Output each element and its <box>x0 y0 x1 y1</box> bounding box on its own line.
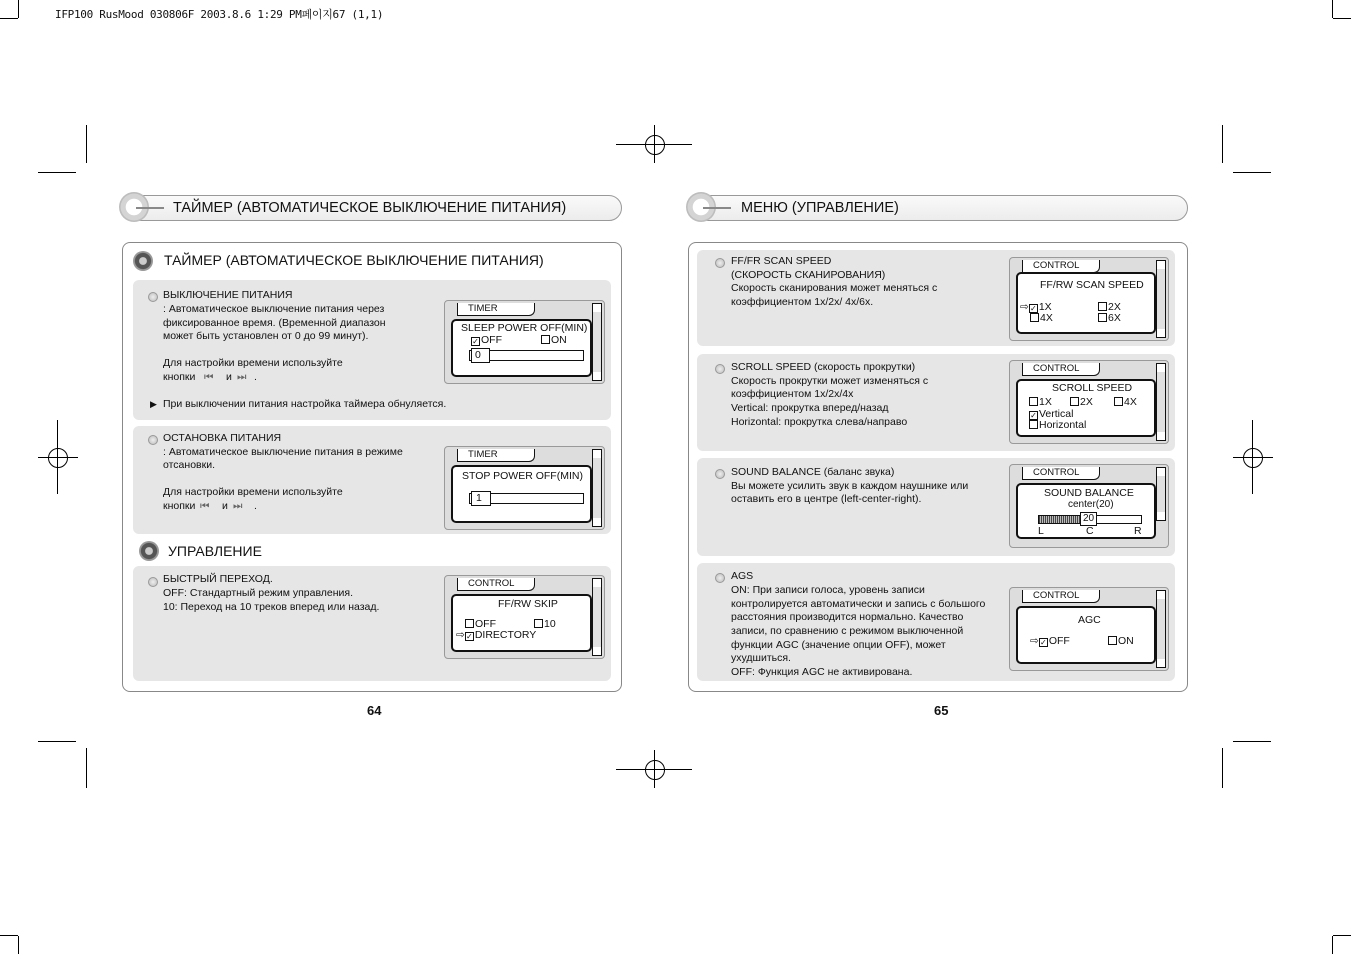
lcd-screen <box>1009 360 1169 444</box>
text-line: кнопки <box>163 500 196 512</box>
text-line: Скорость прокрутки может изменяться с <box>731 375 929 387</box>
title-dash-icon <box>136 207 164 209</box>
text-line: Вы можете усилить звук в каждом наушнике или <box>731 480 969 492</box>
bullet-dot-icon <box>148 292 158 302</box>
checkbox-icon <box>534 619 543 628</box>
lcd-option <box>541 334 567 346</box>
text-line: (СКОРОСТЬ СКАНИРОВАНИЯ) <box>731 269 886 281</box>
text-line: OFF: Стандартный режим управления. <box>163 587 354 599</box>
option-label: ON <box>551 334 567 346</box>
lcd-option <box>471 334 502 346</box>
cursor-arrow-icon: ⇨ <box>456 629 465 641</box>
page-number: 65 <box>934 703 949 718</box>
text-line: оставить его в центре (left-center-right). <box>731 493 922 505</box>
option-label: 4X <box>1124 396 1137 408</box>
right-page-title: МЕНЮ (УПРАВЛЕНИЕ) <box>741 200 899 216</box>
lcd-tab: CONTROL <box>1022 467 1100 480</box>
prev-track-icon: ⏮ <box>204 371 214 383</box>
play-arrow-icon: ▶ <box>150 399 157 409</box>
balance-value: 20 <box>1080 512 1097 526</box>
lcd-screen <box>444 300 605 384</box>
lcd-option <box>1029 396 1052 408</box>
right-title-bar <box>690 195 1188 221</box>
checkbox-icon <box>1029 420 1038 429</box>
lcd-screen <box>1009 464 1169 548</box>
option-label: 1X <box>1039 396 1052 408</box>
text-line: расстояния производится нормально. Качество <box>731 611 964 623</box>
scrollbar <box>1156 590 1166 668</box>
option-label: OFF <box>475 618 496 630</box>
lcd-option <box>1070 396 1093 408</box>
text-line: SOUND BALANCE (баланс звука) <box>731 466 895 478</box>
lcd-title: FF/RW SCAN SPEED <box>1040 279 1144 291</box>
checkbox-icon <box>1029 397 1038 406</box>
lcd-option <box>1029 419 1086 431</box>
print-header: IFP100 RusMood 030806F 2003.8.6 1:29 PM페이지67 (1,1) <box>55 8 384 21</box>
checkbox-icon <box>1098 313 1107 322</box>
lcd-tab: CONTROL <box>1022 363 1100 376</box>
text-line: записи, по сравнению с режимом выключенной <box>731 625 964 637</box>
lcd-option <box>1098 312 1121 324</box>
lcd-tab: CONTROL <box>457 578 535 591</box>
bullet-dot-icon <box>715 258 725 268</box>
left-page-title: ТАЙМЕР (АВТОМАТИЧЕСКОЕ ВЫКЛЮЧЕНИЕ ПИТАНИЯ) <box>173 200 567 216</box>
scrollbar <box>592 449 602 527</box>
bullet-dot-icon <box>148 435 158 445</box>
lcd-option <box>1030 635 1070 647</box>
lcd-subtitle: center(20) <box>1068 499 1114 510</box>
lcd-option <box>534 618 556 630</box>
checkbox-icon <box>1108 636 1117 645</box>
title-dash-icon <box>703 207 731 209</box>
text-line: Для настройки времени используйте <box>163 486 343 498</box>
cursor-arrow-icon: ⇨ <box>1030 635 1039 647</box>
lcd-title: STOP POWER OFF(MIN) <box>462 470 583 482</box>
left-label: L <box>1038 525 1044 537</box>
bullet-dot-icon <box>148 577 158 587</box>
text-line: функции AGC (значение опции OFF), может <box>731 639 946 651</box>
note-text: При выключении питания настройка таймера обнуляется. <box>163 398 447 410</box>
sentence-end: . <box>254 371 257 383</box>
option-label: 6X <box>1108 312 1121 324</box>
bullet-dot-icon <box>715 573 725 583</box>
lcd-title: AGC <box>1078 614 1101 626</box>
text-line: AGS <box>731 570 754 582</box>
scrollbar <box>592 578 602 656</box>
lcd-screen <box>1009 257 1169 341</box>
checkbox-icon <box>1114 397 1123 406</box>
lcd-title: FF/RW SKIP <box>498 598 558 610</box>
value-box: 1 <box>471 491 491 506</box>
text-line: коэффициентом 1x/2x/4x <box>731 388 854 400</box>
text-line: 10: Переход на 10 треков вперед или назад. <box>163 601 380 613</box>
checkbox-icon <box>1070 397 1079 406</box>
scrollbar <box>1156 260 1166 338</box>
lcd-option <box>1108 635 1134 647</box>
checked-box-icon: ✓ <box>1030 411 1037 420</box>
lcd-screen <box>444 446 605 530</box>
option-label: OFF <box>1048 635 1070 647</box>
block-heading: ОСТАНОВКА ПИТАНИЯ <box>163 432 282 444</box>
option-label: Horizontal <box>1039 419 1087 431</box>
text-line: фиксированное время. (Временной диапазон <box>163 317 386 329</box>
section-title: УПРАВЛЕНИЕ <box>168 543 262 559</box>
conjunction: и <box>226 371 232 383</box>
text-line: ON: При записи голоса, уровень записи <box>731 584 925 596</box>
text-line: Vertical: прокрутка вперед/назад <box>731 402 889 414</box>
checkbox-icon <box>541 335 550 344</box>
bullet-dot-icon <box>715 364 725 374</box>
text-line: контролируется автоматически и запись с большого <box>731 598 986 610</box>
checked-box-icon: ✓ <box>1029 304 1037 313</box>
text-line: FF/FR SCAN SPEED <box>731 255 832 267</box>
option-label: 2X <box>1108 301 1121 313</box>
text-line: Скорость сканирования может меняться с <box>731 282 938 294</box>
lcd-option <box>1114 396 1137 408</box>
lcd-screen <box>444 575 605 659</box>
checked-box-icon: ✓ <box>472 337 479 346</box>
lcd-tab: TIMER <box>457 303 535 316</box>
checkbox-icon <box>1098 302 1107 311</box>
sentence-end: . <box>254 500 257 512</box>
option-label: Vertical <box>1039 408 1074 420</box>
lcd-title: SOUND BALANCE <box>1044 487 1134 499</box>
option-label: 2X <box>1080 396 1093 408</box>
lcd-title: SLEEP POWER OFF(MIN) <box>461 322 588 334</box>
option-label: OFF <box>481 334 502 346</box>
lcd-tab: CONTROL <box>1022 260 1100 273</box>
section-title: ТАЙМЕР (АВТОМАТИЧЕСКОЕ ВЫКЛЮЧЕНИЕ ПИТАНИЯ) <box>164 252 544 268</box>
text-line: : Автоматическое выключение питания через <box>163 303 385 315</box>
scrollbar <box>1156 363 1166 441</box>
next-track-icon: ⏭ <box>237 371 247 383</box>
block-heading: БЫСТРЫЙ ПЕРЕХОД. <box>163 573 273 585</box>
lcd-title: SCROLL SPEED <box>1052 382 1133 394</box>
value-box: 0 <box>471 348 490 363</box>
text-line: : Автоматическое выключение питания в режиме <box>163 446 403 458</box>
lcd-tab: TIMER <box>457 449 535 462</box>
lcd-option <box>1030 312 1053 324</box>
text-line: коэффициентом 1x/2x/ 4x/6x. <box>731 296 874 308</box>
option-label: 10 <box>544 618 556 630</box>
page-number: 64 <box>367 703 382 718</box>
checkbox-icon <box>1030 313 1039 322</box>
prev-track-icon: ⏮ <box>200 500 210 512</box>
cursor-arrow-icon: ⇨ <box>1020 301 1029 313</box>
checked-box-icon: ✓ <box>465 632 473 641</box>
lcd-tab: CONTROL <box>1022 590 1100 603</box>
checked-box-icon: ✓ <box>1039 638 1047 647</box>
option-label: 4X <box>1040 312 1053 324</box>
text-line: OFF: Функция AGC не активирована. <box>731 666 913 678</box>
lcd-option <box>456 629 536 641</box>
scrollbar <box>1156 467 1166 521</box>
lcd-screen <box>1009 587 1169 671</box>
text-line: SCROLL SPEED (скорость прокрутки) <box>731 361 916 373</box>
option-label: DIRECTORY <box>474 629 537 641</box>
balance-fill <box>1039 516 1083 523</box>
checkbox-icon <box>465 619 474 628</box>
text-line: кнопки <box>163 371 196 383</box>
text-line: Horizontal: прокрутка слева/направо <box>731 416 908 428</box>
text-line: Для настройки времени используйте <box>163 357 343 369</box>
option-label: 1X <box>1038 301 1052 313</box>
scrollbar <box>592 303 602 381</box>
bullet-dot-icon <box>715 469 725 479</box>
text-line: ухудшиться. <box>731 652 791 664</box>
option-label: ON <box>1118 635 1134 647</box>
right-label: R <box>1134 525 1142 537</box>
block-heading: ВЫКЛЮЧЕНИЕ ПИТАНИЯ <box>163 289 293 301</box>
text-line: отсановки. <box>163 459 215 471</box>
section-bullet-icon <box>139 541 159 561</box>
center-label: C <box>1086 525 1094 537</box>
text-line: может быть установлен от 0 до 99 минут). <box>163 330 369 342</box>
next-track-icon: ⏭ <box>233 500 243 512</box>
left-title-bar <box>124 195 622 221</box>
conjunction: и <box>222 500 228 512</box>
section-bullet-icon <box>133 251 153 271</box>
